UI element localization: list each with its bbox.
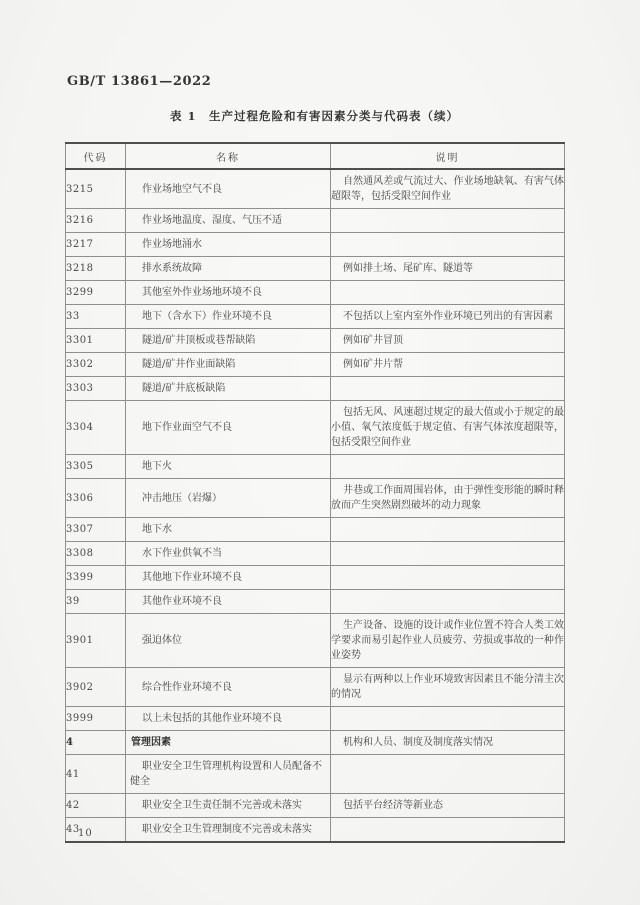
name-cell: 隧道/矿井底板缺陷 — [126, 377, 331, 401]
code-cell: 41 — [66, 755, 126, 794]
table-body — [66, 169, 565, 842]
description-cell — [331, 209, 565, 233]
name-cell: 强迫体位 — [126, 614, 331, 668]
table-row — [66, 818, 565, 843]
description-cell: 自然通风差或气流过大、作业场地缺氧、有害气体超限等，包括受限空间作业 — [331, 169, 565, 209]
description-cell — [331, 542, 565, 566]
table-row — [66, 377, 565, 401]
table-row — [66, 614, 565, 668]
description-cell — [331, 233, 565, 257]
name-cell: 职业安全卫生管理机构设置和人员配备不健全 — [126, 755, 331, 794]
description-cell — [331, 377, 565, 401]
description-cell — [331, 566, 565, 590]
name-cell: 综合性作业环境不良 — [126, 668, 331, 707]
table-header-row — [66, 143, 565, 169]
name-cell: 作业场地温度、湿度、气压不适 — [126, 209, 331, 233]
code-cell: 33 — [66, 305, 126, 329]
description-cell — [331, 455, 565, 479]
table-row — [66, 455, 565, 479]
description-cell: 不包括以上室内室外作业环境已列出的有害因素 — [331, 305, 565, 329]
description-cell — [331, 707, 565, 731]
table-row — [66, 329, 565, 353]
code-cell: 3299 — [66, 281, 126, 305]
table-row — [66, 233, 565, 257]
description-cell: 井巷或工作面周围岩体，由于弹性变形能的瞬时释放而产生突然剧烈破坏的动力现象 — [331, 479, 565, 518]
table-row — [66, 518, 565, 542]
table-row — [66, 755, 565, 794]
table-row — [66, 305, 565, 329]
description-cell: 例如矿井片帮 — [331, 353, 565, 377]
description-cell — [331, 281, 565, 305]
page-number: 10 — [78, 828, 93, 839]
table-row — [66, 209, 565, 233]
name-cell: 以上未包括的其他作业环境不良 — [126, 707, 331, 731]
name-cell: 隧道/矿井作业面缺陷 — [126, 353, 331, 377]
column-header-code: 代码 — [66, 143, 126, 169]
description-cell: 例如排土场、尾矿库、隧道等 — [331, 257, 565, 281]
code-cell: 3999 — [66, 707, 126, 731]
code-cell: 3301 — [66, 329, 126, 353]
code-cell: 39 — [66, 590, 126, 614]
description-cell: 机构和人员、制度及制度落实情况 — [331, 731, 565, 755]
table-row — [66, 479, 565, 518]
table-row — [66, 542, 565, 566]
description-cell: 包括平台经济等新业态 — [331, 794, 565, 818]
code-cell: 42 — [66, 794, 126, 818]
table-row — [66, 401, 565, 455]
name-cell: 冲击地压（岩爆） — [126, 479, 331, 518]
column-header-description: 说明 — [331, 143, 565, 169]
code-cell: 4 — [66, 731, 126, 755]
table-row — [66, 281, 565, 305]
table-title: 表 1 生产过程危险和有害因素分类与代码表（续） — [169, 109, 459, 123]
code-cell: 3217 — [66, 233, 126, 257]
name-cell: 其他作业环境不良 — [126, 590, 331, 614]
name-cell: 其他地下作业环境不良 — [126, 566, 331, 590]
name-cell: 地下水 — [126, 518, 331, 542]
code-cell: 3302 — [66, 353, 126, 377]
table-row — [66, 668, 565, 707]
table-row — [66, 590, 565, 614]
table-row — [66, 707, 565, 731]
name-cell: 水下作业供氧不当 — [126, 542, 331, 566]
code-cell: 3308 — [66, 542, 126, 566]
code-cell: 3305 — [66, 455, 126, 479]
code-cell: 3306 — [66, 479, 126, 518]
code-cell: 3901 — [66, 614, 126, 668]
table-row — [66, 169, 565, 209]
code-cell: 3216 — [66, 209, 126, 233]
code-cell: 3304 — [66, 401, 126, 455]
description-cell: 显示有两种以上作业环境致害因素且不能分清主次的情况 — [331, 668, 565, 707]
name-cell: 作业场地涌水 — [126, 233, 331, 257]
name-cell: 职业安全卫生责任制不完善或未落实 — [126, 794, 331, 818]
name-cell: 管理因素 — [126, 731, 331, 755]
name-cell: 职业安全卫生管理制度不完善或未落实 — [126, 818, 331, 843]
code-cell: 3902 — [66, 668, 126, 707]
table-row — [66, 353, 565, 377]
description-cell — [331, 518, 565, 542]
name-cell: 地下（含水下）作业环境不良 — [126, 305, 331, 329]
code-cell: 43 — [66, 818, 126, 843]
code-cell: 3307 — [66, 518, 126, 542]
name-cell: 其他室外作业场地环境不良 — [126, 281, 331, 305]
table-row — [66, 566, 565, 590]
code-cell: 3215 — [66, 169, 126, 209]
column-header-name: 名称 — [126, 143, 331, 169]
description-cell — [331, 590, 565, 614]
table-row — [66, 257, 565, 281]
table-row — [66, 794, 565, 818]
hazard-code-table — [65, 142, 565, 843]
description-cell: 包括无风、风速超过规定的最大值或小于规定的最小值、氧气浓度低于规定值、有害气体浓度超限等，包括受限空间作业 — [331, 401, 565, 455]
code-cell: 3399 — [66, 566, 126, 590]
code-cell: 3218 — [66, 257, 126, 281]
name-cell: 排水系统故障 — [126, 257, 331, 281]
name-cell: 地下作业面空气不良 — [126, 401, 331, 455]
description-cell — [331, 755, 565, 794]
name-cell: 作业场地空气不良 — [126, 169, 331, 209]
name-cell: 地下火 — [126, 455, 331, 479]
table-row — [66, 731, 565, 755]
description-cell — [331, 818, 565, 843]
name-cell: 隧道/矿井顶板或巷帮缺陷 — [126, 329, 331, 353]
description-cell: 例如矿井冒顶 — [331, 329, 565, 353]
code-cell: 3303 — [66, 377, 126, 401]
description-cell: 生产设备、设施的设计或作业位置不符合人类工效学要求而易引起作业人员疲劳、劳损或事故的一种作业姿势 — [331, 614, 565, 668]
standard-number: GB/T 13861—2022 — [67, 74, 212, 89]
